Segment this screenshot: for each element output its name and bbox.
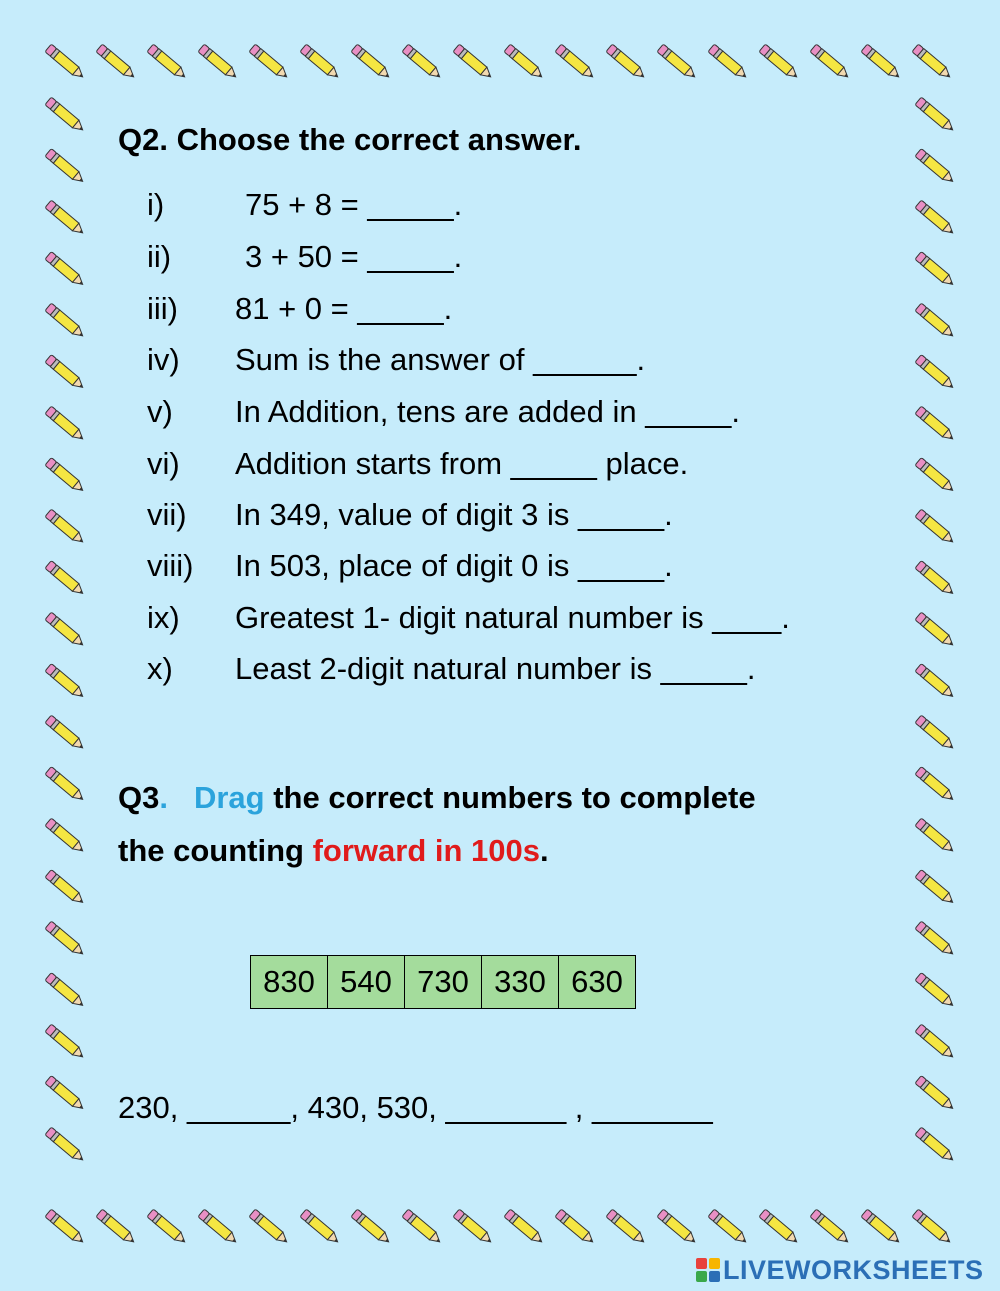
pencil-icon — [915, 458, 956, 495]
choice-chip-730[interactable]: 730 — [405, 956, 482, 1008]
q3-title-line1 — [118, 780, 756, 816]
pencil-icon — [45, 664, 86, 701]
q3-title-line2 — [118, 833, 549, 869]
q2-item — [147, 239, 462, 275]
pencil-icon — [45, 149, 86, 186]
pencil-icon — [402, 1209, 443, 1246]
answer-choice-bank — [250, 955, 636, 1009]
q2-item — [147, 394, 740, 430]
pencil-icon — [198, 44, 239, 81]
pencil-icon — [915, 509, 956, 546]
pencil-icon — [657, 1209, 698, 1246]
item-number: ix) — [147, 600, 180, 635]
pencil-icon — [915, 921, 956, 958]
pencil-icon — [45, 252, 86, 289]
pencil-icon — [912, 1209, 953, 1246]
pencil-icon — [915, 1076, 956, 1113]
pencil-icon — [915, 149, 956, 186]
pencil-icon — [606, 44, 647, 81]
pencil-icon — [402, 44, 443, 81]
q2-item — [147, 291, 452, 327]
item-number: i) — [147, 187, 165, 222]
drag-word: Drag — [193, 780, 265, 815]
q2-item — [147, 548, 673, 584]
pencil-icon — [45, 1024, 86, 1061]
pencil-icon — [45, 921, 86, 958]
pencil-icon — [45, 509, 86, 546]
choice-chip-630[interactable]: 630 — [571, 964, 623, 999]
pencil-icon — [915, 561, 956, 598]
pencil-icon — [45, 97, 86, 134]
choice-chip-330[interactable]: 330 — [482, 956, 559, 1008]
logo-blocks-icon — [696, 1258, 720, 1282]
pencil-icon — [810, 1209, 851, 1246]
liveworksheets-logo — [696, 1255, 984, 1285]
choice-chip-540[interactable]: 540 — [328, 956, 405, 1008]
item-text: 3 + 50 = _____. — [245, 239, 463, 274]
item-text: 75 + 8 = _____. — [245, 187, 463, 222]
pencil-icon — [861, 1209, 902, 1246]
pencil-icon — [45, 818, 86, 855]
pencil-icon — [45, 1209, 86, 1246]
q3-instruction-cont: the counting — [118, 833, 313, 868]
choice-chip-830[interactable]: 830 — [251, 956, 328, 1008]
q3-highlight: forward in 100s — [312, 833, 541, 868]
pencil-icon — [45, 303, 86, 340]
pencil-icon — [198, 1209, 239, 1246]
pencil-icon — [657, 44, 698, 81]
q2-item — [147, 600, 790, 636]
pencil-icon — [915, 612, 956, 649]
item-number: vi) — [147, 446, 180, 481]
pencil-icon — [96, 1209, 137, 1246]
pencil-icon — [555, 44, 596, 81]
pencil-icon — [351, 44, 392, 81]
item-text: In 503, place of digit 0 is _____. — [235, 548, 673, 583]
pencil-icon — [915, 715, 956, 752]
pencil-icon — [708, 1209, 749, 1246]
pencil-icon — [915, 870, 956, 907]
q3-period: . — [540, 833, 549, 868]
pencil-icon — [915, 97, 956, 134]
pencil-icon — [300, 44, 341, 81]
pencil-icon — [759, 44, 800, 81]
pencil-icon — [915, 973, 956, 1010]
q3-instruction: the correct numbers to complete — [264, 780, 756, 815]
item-number: x) — [147, 651, 173, 686]
item-number: viii) — [147, 548, 194, 583]
q2-item — [147, 187, 462, 223]
pencil-icon — [45, 767, 86, 804]
pencil-icon — [249, 44, 290, 81]
item-text: In 349, value of digit 3 is _____. — [235, 497, 673, 532]
pencil-icon — [915, 664, 956, 701]
pencil-icon — [912, 44, 953, 81]
q2-item — [147, 342, 645, 378]
pencil-icon — [606, 1209, 647, 1246]
pencil-icon — [45, 200, 86, 237]
pencil-icon — [45, 1076, 86, 1113]
pencil-icon — [45, 612, 86, 649]
pencil-icon — [453, 44, 494, 81]
pencil-icon — [45, 1127, 86, 1164]
q3-dot: . — [159, 780, 168, 815]
pencil-icon — [45, 406, 86, 443]
item-number: ii) — [147, 239, 172, 274]
item-number: iii) — [147, 291, 178, 326]
pencil-icon — [45, 973, 86, 1010]
q2-item — [147, 497, 673, 533]
pencil-icon — [555, 1209, 596, 1246]
pencil-icon — [453, 1209, 494, 1246]
pencil-icon — [45, 355, 86, 392]
item-text: Least 2-digit natural number is _____. — [235, 651, 756, 686]
pencil-icon — [45, 715, 86, 752]
item-text: Greatest 1- digit natural number is ____. — [235, 600, 790, 635]
q2-item — [147, 446, 688, 482]
pencil-icon — [96, 44, 137, 81]
pencil-icon — [915, 200, 956, 237]
pencil-icon — [915, 406, 956, 443]
pencil-icon — [147, 44, 188, 81]
pencil-icon — [708, 44, 749, 81]
item-number: v) — [147, 394, 173, 429]
pencil-icon — [504, 1209, 545, 1246]
pencil-icon — [915, 355, 956, 392]
pencil-icon — [915, 252, 956, 289]
pencil-icon — [249, 1209, 290, 1246]
counting-sequence: 230, ______, 430, 530, _______ , _______ — [118, 1090, 713, 1125]
pencil-icon — [45, 870, 86, 907]
pencil-icon — [915, 818, 956, 855]
q2-item — [147, 651, 755, 687]
pencil-icon — [915, 1024, 956, 1061]
pencil-icon — [300, 1209, 341, 1246]
q3-label: Q3 — [118, 780, 160, 815]
pencil-icon — [915, 1127, 956, 1164]
item-text: In Addition, tens are added in _____. — [235, 394, 741, 429]
item-number: vii) — [147, 497, 187, 532]
logo-text: LIVEWORKSHEETS — [723, 1254, 984, 1285]
pencil-icon — [861, 44, 902, 81]
pencil-icon — [45, 458, 86, 495]
pencil-icon — [45, 561, 86, 598]
pencil-icon — [915, 303, 956, 340]
pencil-icon — [759, 1209, 800, 1246]
pencil-icon — [810, 44, 851, 81]
item-number: iv) — [147, 342, 180, 377]
pencil-icon — [915, 767, 956, 804]
q2-title: Q2. Choose the correct answer. — [118, 122, 582, 157]
pencil-icon — [351, 1209, 392, 1246]
item-text: 81 + 0 = _____. — [235, 291, 453, 326]
pencil-icon — [147, 1209, 188, 1246]
item-text: Addition starts from _____ place. — [235, 446, 689, 481]
item-text: Sum is the answer of ______. — [235, 342, 646, 377]
pencil-icon — [504, 44, 545, 81]
pencil-icon — [45, 44, 86, 81]
